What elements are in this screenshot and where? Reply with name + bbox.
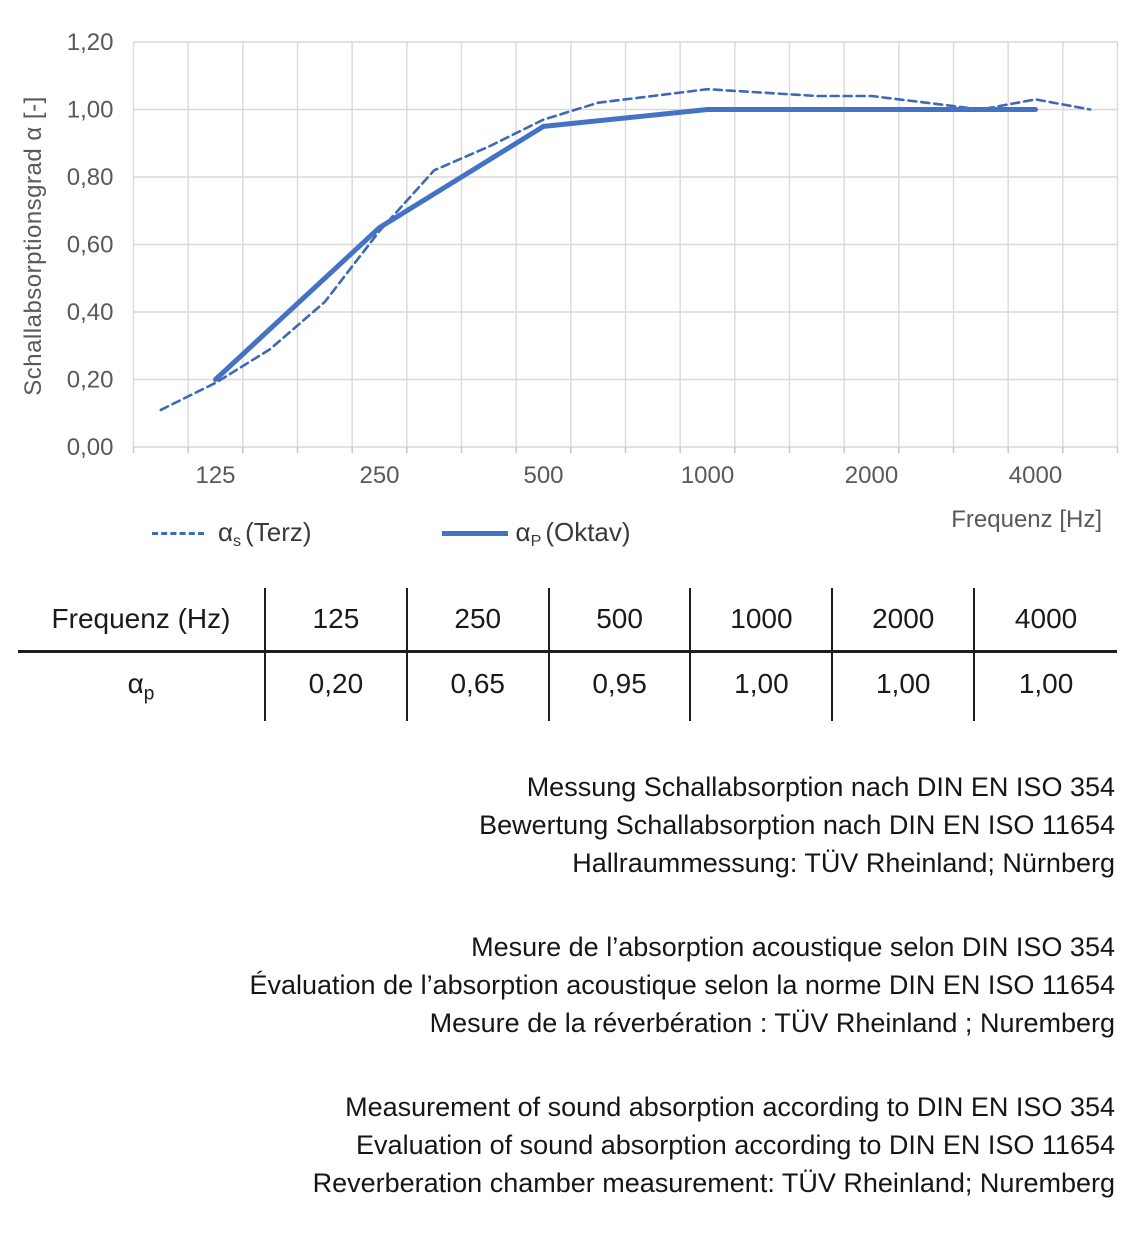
note-english (0, 1088, 1115, 1202)
note-german-line: Messung Schallabsorption nach DIN EN ISO 354 (526, 772, 1115, 802)
y-tick-label: 0,40 (66, 299, 114, 326)
table-row-label-alpha-p: $\alpha_p$ (18, 653, 266, 721)
x-axis-title: Frequenz [Hz] (951, 506, 1102, 533)
alpha-p-table (18, 588, 1117, 721)
legend-dashed-line-icon (152, 532, 204, 535)
table-value-250: 0,65 (408, 653, 550, 721)
y-tick-label: 1,20 (66, 29, 114, 56)
x-tick-label: 1000 (680, 462, 735, 489)
note-english-line: Measurement of sound absorption according to DIN EN ISO 354 (345, 1092, 1115, 1122)
table-header-4000: 4000 (975, 588, 1117, 653)
table-value-125: 0,20 (266, 653, 408, 721)
note-french-line: Mesure de la réverbération : TÜV Rheinland ; Nuremberg (429, 1008, 1115, 1038)
table-header-frequency: Frequenz (Hz) (18, 588, 266, 653)
table-header-1000: 1000 (691, 588, 833, 653)
table-value-2000: 1,00 (833, 653, 975, 721)
table-value-4000: 1,00 (1018, 668, 1074, 699)
x-tick-label: 500 (523, 462, 564, 489)
note-english-line: Reverberation chamber measurement: TÜV Rheinland; Nuremberg (312, 1168, 1115, 1198)
note-french (0, 928, 1115, 1042)
chart-plot-area (0, 0, 1135, 565)
note-english-line: Evaluation of sound absorption according to DIN EN ISO 11654 (356, 1130, 1115, 1160)
legend-label-terz: $\alpha_s$ (Terz) (218, 517, 312, 550)
y-tick-label: 1,00 (66, 96, 114, 124)
y-tick-label: 0,00 (66, 434, 114, 461)
note-german-line: Bewertung Schallabsorption nach DIN EN ISO 11654 (479, 810, 1115, 840)
table-value-500: 0,95 (550, 653, 692, 721)
note-german (0, 768, 1115, 882)
table-header-125: 125 (266, 588, 408, 653)
table-header-2000: 2000 (833, 588, 975, 653)
x-tick-label: 4000 (1008, 462, 1063, 489)
y-tick-label: 0,60 (66, 231, 114, 259)
x-tick-label: 125 (195, 462, 236, 489)
table-value-1000: 1,00 (691, 653, 833, 721)
chart-legend (152, 517, 631, 551)
table-header-500: 500 (550, 588, 692, 653)
x-tick-label: 2000 (844, 462, 899, 489)
sound-absorption-chart (0, 0, 1135, 565)
y-tick-label: 0,20 (66, 366, 114, 394)
y-tick-label: 0,80 (66, 164, 114, 191)
y-axis-title: Schallabsorptionsgrad α [-] (20, 96, 47, 396)
note-french-line: Mesure de l’absorption acoustique selon DIN ISO 354 (471, 932, 1115, 962)
note-german-line: Hallraummessung: TÜV Rheinland; Nürnberg (572, 848, 1115, 878)
note-french-line: Évaluation de l’absorption acoustique selon la norme DIN EN ISO 11654 (249, 970, 1115, 1000)
x-tick-label: 250 (359, 462, 400, 489)
table-header-250: 250 (408, 588, 550, 653)
legend-solid-line-icon (442, 531, 508, 536)
legend-label-oktav: $\alpha_P$ (Oktav) (515, 517, 631, 550)
